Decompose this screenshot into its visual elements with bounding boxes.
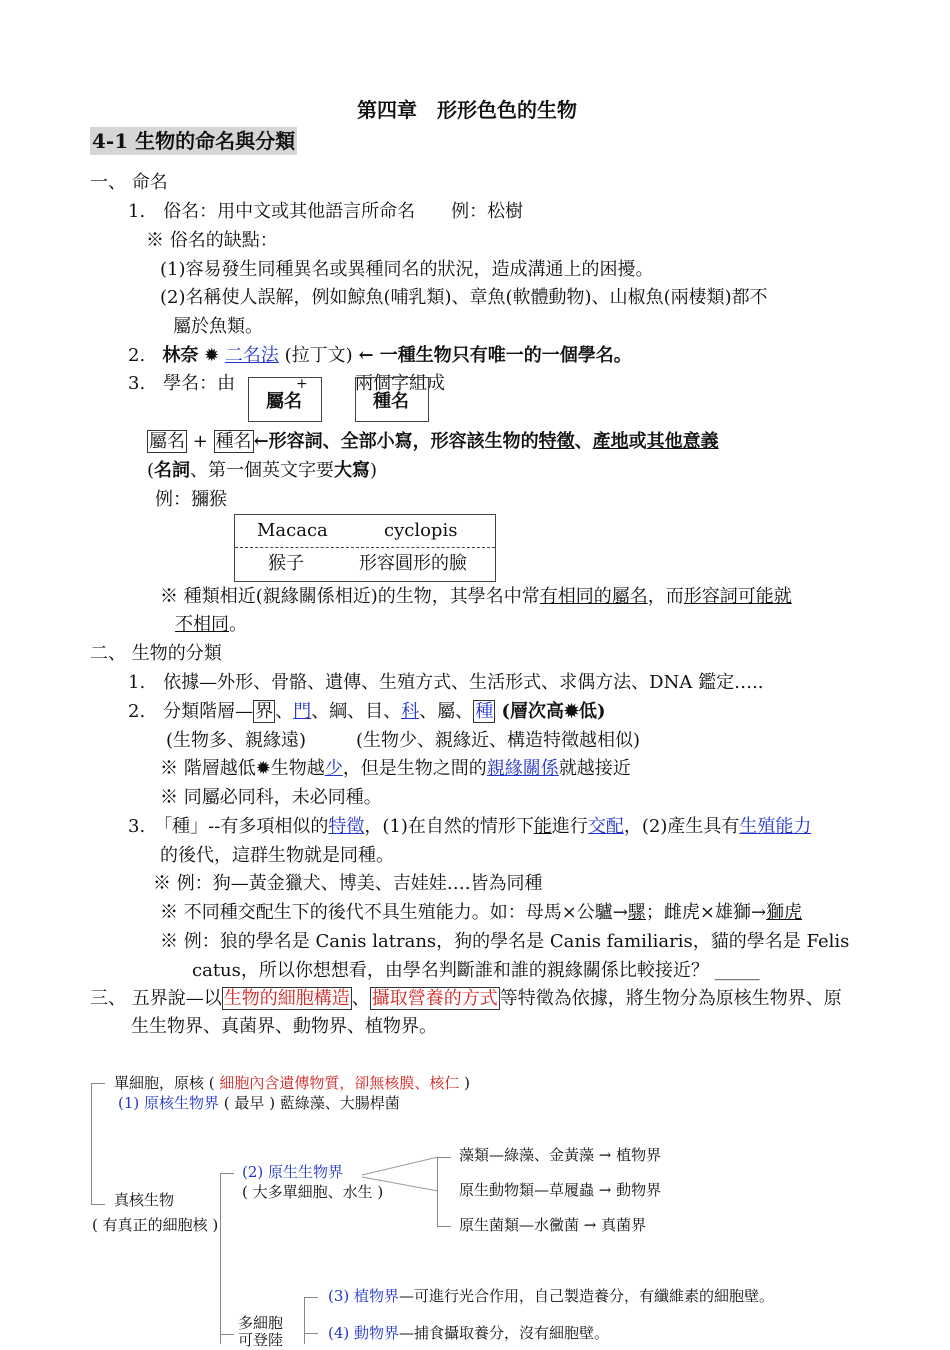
hybrid-text-2: ；雌虎×雄獅→ [645,902,767,923]
heading-naming: 一、 命名 [90,172,168,193]
sep: 、屬、 [419,701,474,722]
prok-text-2: ) [464,1074,471,1092]
drawback-2: (2)名稱使人誤解，例如鯨魚(哺乳類)、章魚(軟體動物)、山椒魚(兩棲類)都不 [160,287,768,308]
species-box [355,377,429,422]
hierarchy-label: 2. 分類階層— [128,701,254,722]
sci-name-plus: + [296,376,308,392]
plant-kingdom: (3) 植物界 [328,1287,400,1305]
genus-inline: 屬名 [149,431,185,452]
def-text-2: ，(1)在自然的情形下 [364,816,534,837]
features-word: 特徵 [328,816,365,837]
origin-word: 產地 [592,431,629,452]
common-name-line: 1. 俗名：用中文或其他語言所命名 例：松樹 [128,201,524,222]
basis-line: 1. 依據—外形、骨骼、遺傳、生殖方式、生活形式、求偶方法、DNA 鑑定….. [128,672,764,693]
mating-word: 交配 [587,816,624,837]
protist-kingdom: (2) 原生生物界 [242,1163,344,1181]
eukaryote-label: 真核生物 [114,1191,175,1209]
epithet-desc: ←形容詞、全部小寫，形容該生物的 [253,431,539,452]
def-text-4: ，(2)產生具有 [623,816,740,837]
phylum-rank: 門 [293,701,312,722]
paren-open: ( [147,460,155,481]
tree-hline-algae [437,1157,451,1158]
feature-word: 特徵 [538,431,575,452]
def-text-3: 進行 [551,816,588,837]
common-name-drawbacks: ※ 俗名的缺點： [146,230,278,251]
example-genus-meaning: 猴子 [268,553,304,574]
mule-word: 騾 [627,902,646,923]
tree-hline-animal [304,1333,318,1334]
same-genus-note: ※ 同屬必同科，未必同種。 [160,787,382,808]
example-divider [235,547,495,548]
multicellular-label: 多細胞 [238,1314,284,1332]
capital-rule: 、第一個英文字要 [190,460,335,481]
kingdom-rank: 界 [255,701,274,722]
other-meaning-word: 其他意義 [646,431,719,452]
tree-vline-protist [437,1157,438,1227]
or-word: 或 [628,431,647,452]
animal-desc: —捕食攝取養分，沒有細胞壁。 [399,1324,610,1342]
hybrid-text: ※ 不同種交配生下的後代不具生殖能力。如：母馬×公驢→ [160,902,628,923]
plant-desc: —可進行光合作用，自己製造養分，有纖維素的細胞壁。 [399,1287,775,1305]
dog-example: ※ 例：狗—黃金獵犬、博美、吉娃娃….皆為同種 [153,873,543,894]
animal-kingdom: (4) 動物界 [328,1324,400,1342]
hierarchy-line [128,700,606,724]
capital-word: 大寫 [334,460,371,481]
land-dwelling-label: 可登陸 [238,1331,284,1349]
prok-red-text: 細胞內含遺傳物質，卻無核膜、核仁 [214,1074,465,1092]
not-same: 不相同 [175,614,229,635]
sci-name-label: 3. 學名：由 [128,373,236,394]
same-genus: 有相同的屬名 [539,586,648,607]
section-title: 4-1 生物的命名與分類 [92,129,296,153]
five-kingdoms-heading-cont: 生生物界、真菌界、動物界、植物界。 [131,1016,437,1037]
nutrition-box: 攝取營養的方式 [371,988,498,1009]
latin-note: (拉丁文) [284,345,353,366]
genus-box-label: 屬名 [266,391,302,412]
star-icon: ✹ [204,345,220,366]
can-word: 能 [533,816,552,837]
family-rank: 科 [401,701,420,722]
kinship-word: 親緣關係 [486,758,559,779]
drawback-2-cont: 屬於魚類。 [173,316,263,337]
tree-vline-main [91,1083,92,1205]
binomial-link[interactable]: 二名法 [224,345,279,366]
monera-desc: ( 最早 ) 藍綠藻、大腸桿菌 [219,1094,400,1112]
hybrid-note [160,901,802,925]
species-def-cont: 的後代，這群生物就是同種。 [160,845,394,866]
note-text-3: 就越接近 [558,758,631,779]
monera-line [118,1093,400,1113]
protist-desc: ( 大多單細胞、水生 ) [242,1183,384,1201]
sep: 、綱、目、 [311,701,402,722]
sci-name-question-cont: catus，所以你想想看，由學名判斷誰和誰的親緣關係比較接近？ _____ [192,960,760,981]
sci-name-question: ※ 例：狼的學名是 Canis latrans，狗的學名是 Canis familiaris，貓的學名是 Felis [160,931,850,952]
tree-hline-euk [91,1204,105,1205]
binomial-rule: ← 一種生物只有唯一的一個學名。 [358,345,632,366]
tree-vline-euk [220,1173,221,1344]
heading-classification: 二、 生物的分類 [90,643,222,664]
sep: 、 [574,431,593,452]
high-level-desc: (生物多、親緣遠) [166,730,307,751]
algae-line: 藻類—綠藻、金黃藻 → 植物界 [459,1146,662,1164]
drawback-1: (1)容易發生同種異名或異種同名的狀況，造成溝通上的困擾。 [160,259,654,280]
animal-kingdom-line [328,1323,609,1343]
species-inline: 種名 [215,431,252,452]
cell-structure-box: 生物的細胞構造 [223,988,350,1009]
chapter-title: 第四章 形形色色的生物 [357,98,577,122]
epithet-line [147,430,719,454]
example-label: 例：獼猴 [155,489,227,510]
protozoa-line: 原生動物類—草履蟲 → 動物界 [459,1181,662,1199]
plant-kingdom-line [328,1286,774,1306]
note-text: ※ 階層越低✹生物越 [160,758,325,779]
item-number: 2. [128,345,146,366]
plus-sign: + [192,431,208,452]
liger-word: 獅虎 [766,902,803,923]
heading-text-2: 等特徵為依據，將生物分為原核生物界、原 [499,988,842,1009]
example-table [234,514,496,582]
related-note [160,585,792,609]
sep: 、 [275,701,294,722]
note-text-2: ，而 [647,586,684,607]
fertility-word: 生殖能力 [739,816,812,837]
low-level-desc: (生物少、親緣近、構造特徵越相似) [356,730,641,751]
tree-hline-fungi [437,1226,451,1227]
monera-kingdom: (1) 原核生物界 [118,1094,220,1112]
adjective-differ: 形容詞可能就 [683,586,792,607]
related-note-cont [175,613,247,637]
tree-hline-protist [220,1173,234,1174]
tree-vline-multi [304,1297,305,1344]
sci-name-suffix: 兩個字組成 [355,373,445,394]
paren-close: ) [370,460,378,481]
fungus-like-line: 原生菌類—水黴菌 → 真菌界 [459,1216,647,1234]
binomial-line [128,344,632,368]
species-def [128,815,811,839]
fewer-word: 少 [324,758,343,779]
branch-line-protozoa [362,1177,438,1191]
sep: 、 [351,988,370,1009]
linnaeus: 林奈 [162,345,199,366]
tree-hline-prok [91,1083,105,1084]
heading-text: 三、 五界說—以 [90,988,222,1009]
note-text-2: ，但是生物之間的 [342,758,487,779]
species-box-label: 種名 [373,391,409,412]
species-rank: 種 [475,701,494,722]
genus-noun-line [147,459,377,483]
five-kingdoms-heading [90,987,842,1011]
def-text: 3. 「種」--有多項相似的 [128,816,329,837]
example-species-meaning: 形容圓形的臉 [359,553,467,574]
branch-line-algae [362,1157,438,1175]
prok-text: 單細胞，原核 ( [114,1074,215,1092]
tree-hline-plant [304,1297,318,1298]
genus-box [248,377,322,422]
level-note: (層次高✹低) [495,701,606,722]
eukaryote-desc: ( 有真正的細胞核 ) [92,1216,219,1234]
noun-word: 名詞 [154,460,191,481]
note-text: ※ 種類相近(親緣關係相近)的生物，其學名中常 [160,586,540,607]
tree-hline-multi [220,1334,234,1335]
prokaryote-desc [114,1073,470,1093]
period: 。 [229,614,247,635]
lower-rank-note [160,757,631,781]
example-genus: Macaca [257,520,328,541]
example-species: cyclopis [384,520,458,541]
